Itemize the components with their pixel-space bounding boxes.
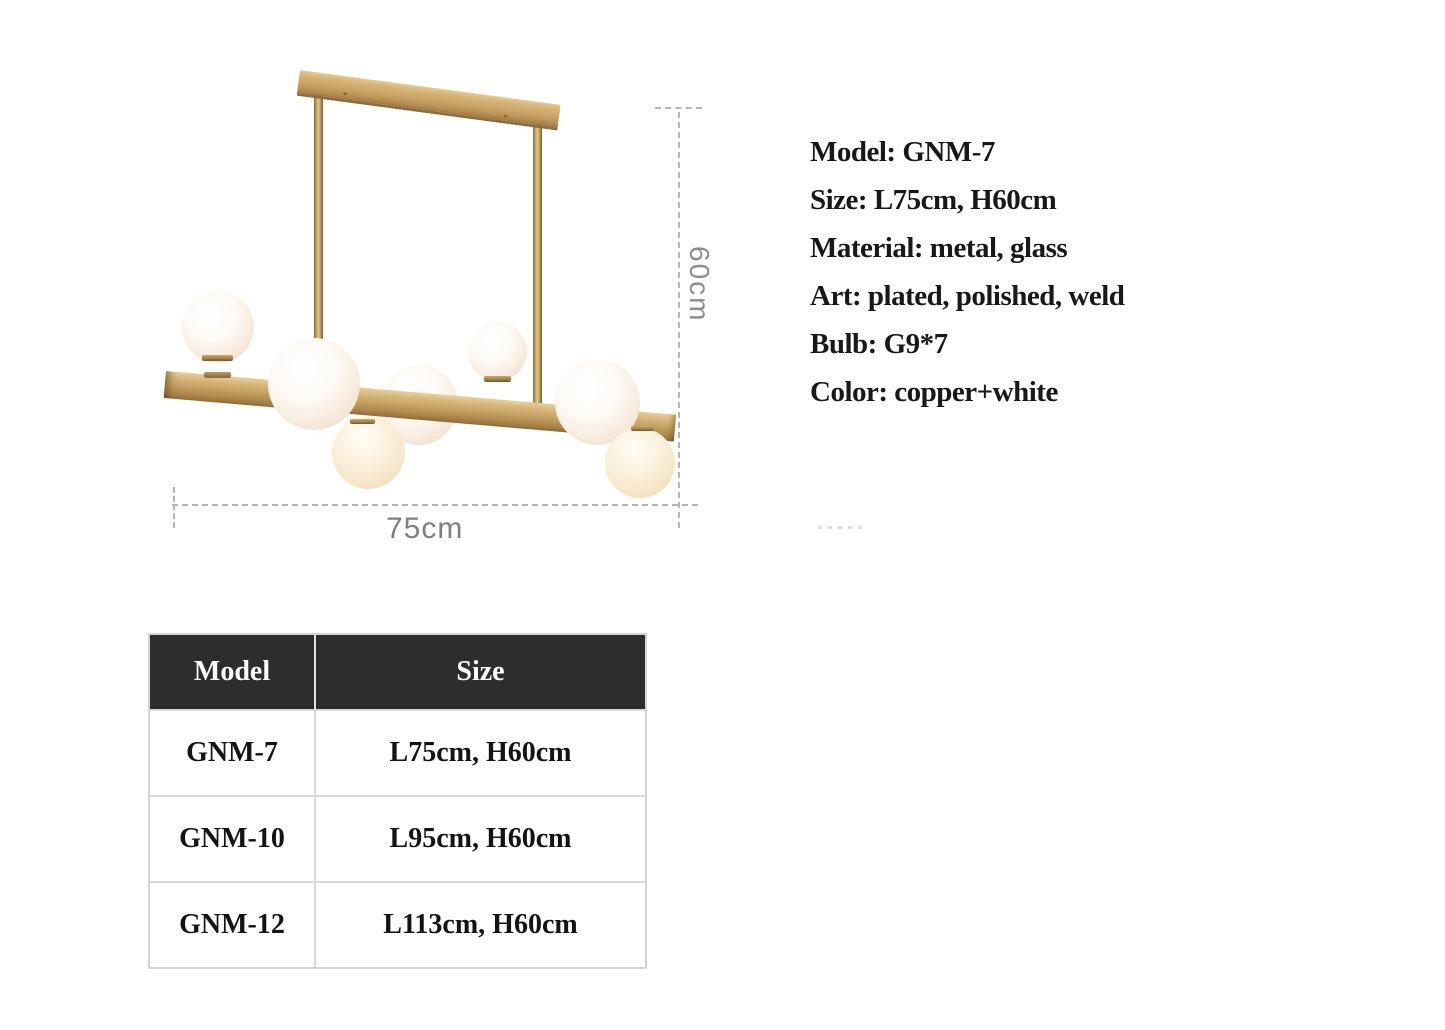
size-table bbox=[148, 633, 647, 969]
width-dimension-line bbox=[172, 504, 698, 506]
glass-globe-left-bottom bbox=[332, 416, 405, 489]
spec-line-model: Model: GNM-7 bbox=[810, 136, 995, 168]
table-cell-model: GNM-7 bbox=[150, 711, 316, 795]
table-cell-model: GNM-10 bbox=[150, 797, 316, 881]
height-dimension-line bbox=[678, 112, 680, 528]
globe-flange bbox=[484, 376, 511, 382]
suspension-rod-right bbox=[533, 120, 542, 403]
height-dimension-top-tick bbox=[655, 107, 702, 109]
glass-globe-left-top bbox=[182, 291, 254, 363]
glass-globe-right-bottom bbox=[605, 428, 675, 498]
table-header-model: Model bbox=[150, 635, 316, 709]
spec-line-material: Material: metal, glass bbox=[810, 232, 1068, 264]
globe-flange bbox=[631, 426, 654, 431]
chandelier-illustration bbox=[0, 0, 780, 580]
spec-list bbox=[810, 128, 1124, 416]
canopy-screw bbox=[343, 92, 347, 96]
table-header-row bbox=[150, 635, 645, 709]
spec-line-bulb: Bulb: G9*7 bbox=[810, 328, 948, 360]
width-dimension-label: 75cm bbox=[386, 512, 464, 545]
width-dimension-left-tick bbox=[173, 487, 175, 528]
table-header-size: Size bbox=[456, 656, 505, 687]
globe-flange bbox=[202, 355, 233, 361]
globe-stem bbox=[493, 381, 501, 400]
glass-globe-mid-top bbox=[468, 322, 527, 381]
table-row bbox=[150, 881, 645, 967]
table-cell-size: L75cm, H60cm bbox=[389, 737, 572, 768]
canopy-screw bbox=[504, 114, 508, 118]
globe-stem-base bbox=[204, 372, 231, 378]
globe-flange bbox=[350, 419, 375, 424]
ceiling-canopy-bar bbox=[297, 70, 561, 131]
spec-line-color: Color: copper+white bbox=[810, 376, 1058, 408]
spec-line-size: Size: L75cm, H60cm bbox=[810, 184, 1057, 216]
table-cell-model: GNM-12 bbox=[150, 883, 316, 967]
glass-globe-left-front bbox=[268, 338, 360, 430]
table-row bbox=[150, 709, 645, 795]
height-dimension-label: 60cm bbox=[684, 246, 715, 323]
table-cell-size: L95cm, H60cm bbox=[389, 823, 572, 854]
watermark-artifact bbox=[818, 526, 864, 529]
table-row bbox=[150, 795, 645, 881]
table-cell-size: L113cm, H60cm bbox=[383, 909, 578, 940]
spec-line-art: Art: plated, polished, weld bbox=[810, 280, 1125, 312]
